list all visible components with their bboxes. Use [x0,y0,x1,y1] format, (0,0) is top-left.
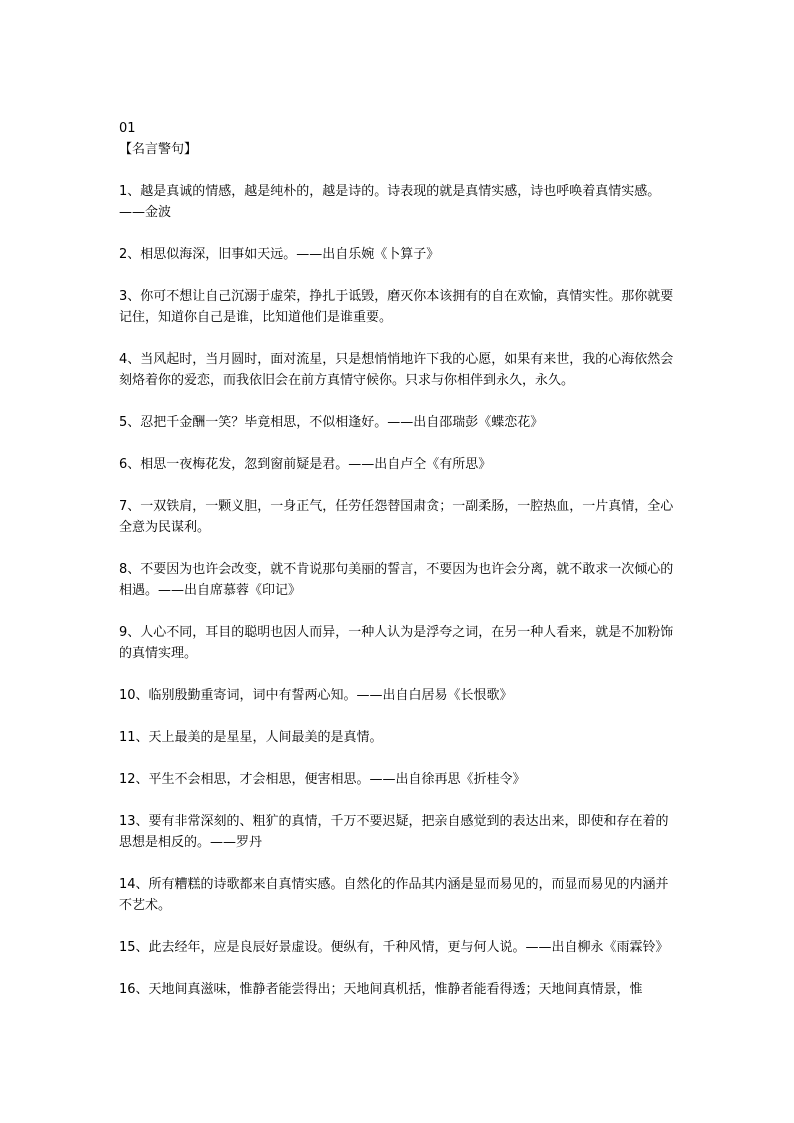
quote-item-4: 4、当风起时，当月圆时，面对流星，只是想悄悄地许下我的心愿，如果有来世，我的心海依然会刻烙着你的爱恋，而我依旧会在前方真情守候你。只求与你相伴到永久，永久。 [119,352,674,388]
quote-item-15: 15、此去经年，应是良辰好景虚设。便纵有，千种风情，更与何人说。——出自柳永《雨霖铃》 [119,940,669,955]
quote-item-16: 16、天地间真滋味，惟静者能尝得出；天地间真机括，惟静者能看得透；天地间真情景，惟 [119,982,643,997]
quote-item-14: 14、所有糟糕的诗歌都来自真情实感。自然化的作品其内涵是显而易见的，而显而易见的内涵并不艺术。 [119,877,669,913]
quote-item-2: 2、相思似海深，旧事如天远。——出自乐婉《卜算子》 [119,247,440,262]
section-number: 01 [119,121,136,136]
quote-item-6: 6、相思一夜梅花发，忽到窗前疑是君。——出自卢仝《有所思》 [119,457,492,472]
quote-item-1: 1、越是真诚的情感，越是纯朴的，越是诗的。诗表现的就是真情实感，诗也呼唤着真情实感。——金波 [119,184,661,220]
quote-item-12: 12、平生不会相思，才会相思，便害相思。——出自徐再思《折桂令》 [119,772,526,787]
document-content [119,118,681,1000]
quote-list [119,181,681,1000]
quote-item-8: 8、不要因为也许会改变，就不肯说那句美丽的誓言，不要因为也许会分离，就不敢求一次倾心的相遇。——出自席慕蓉《印记》 [119,562,674,598]
quote-item-3: 3、你可不想让自己沉溺于虚荣，挣扎于诋毁，磨灭你本该拥有的自在欢愉，真情实性。那你就要记住，知道你自己是谁，比知道他们是谁重要。 [119,289,674,325]
section-title: 【名言警句】 [119,142,198,157]
quote-item-5: 5、忍把千金酬一笑？毕竟相思，不似相逢好。——出自邵瑞彭《蝶恋花》 [119,415,544,430]
quote-item-11: 11、天上最美的是星星，人间最美的是真情。 [119,730,383,745]
quote-item-7: 7、一双铁肩，一颗义胆，一身正气，任劳任怨替国肃贪；一副柔肠，一腔热血，一片真情，全心全意为民谋利。 [119,499,674,535]
quote-item-10: 10、临别殷勤重寄词，词中有誓两心知。——出自白居易《长恨歌》 [119,688,513,703]
quote-item-9: 9、人心不同，耳目的聪明也因人而异，一种人认为是浮夸之词，在另一种人看来，就是不加粉饰的真情实理。 [119,625,674,661]
quote-item-13: 13、要有非常深刻的、粗犷的真情，千万不要迟疑，把亲自感觉到的表达出来，即使和存在着的思想是相反的。——罗丹 [119,814,669,850]
